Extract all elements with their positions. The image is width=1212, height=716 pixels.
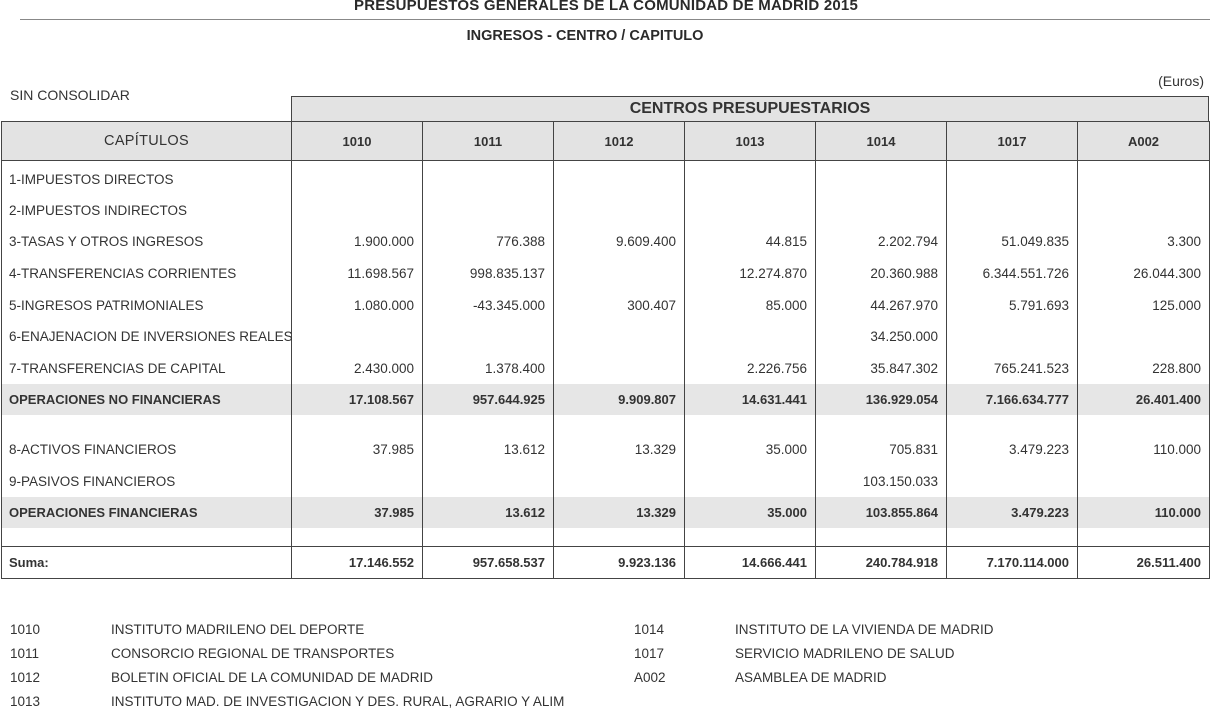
legend-code: 1017: [634, 646, 665, 661]
group-header-centros: CENTROS PRESUPUESTARIOS: [291, 96, 1209, 121]
table-row: [2, 352, 1210, 384]
amount-cell: [816, 195, 947, 227]
table-body: [2, 161, 1210, 579]
amount-cell: [947, 466, 1078, 498]
amount-cell: 20.360.988: [816, 258, 947, 290]
column-header-1017: 1017: [947, 122, 1078, 161]
amount-cell: [292, 321, 423, 353]
amount-cell: 26.044.300: [1078, 258, 1210, 290]
column-header-1011: 1011: [423, 122, 554, 161]
amount-cell: 1.378.400: [423, 352, 554, 384]
title-divider: [20, 19, 1210, 20]
amount-cell: [554, 466, 685, 498]
row-label: 1-IMPUESTOS DIRECTOS: [2, 161, 292, 195]
amount-cell: 110.000: [1078, 497, 1210, 528]
amount-cell: [554, 161, 685, 195]
amount-cell: 35.000: [685, 434, 816, 466]
column-header-1010: 1010: [292, 122, 423, 161]
row-label: 6-ENAJENACION DE INVERSIONES REALES: [2, 321, 292, 353]
budget-table: [1, 121, 1210, 579]
legend-code: 1014: [634, 622, 665, 637]
spacer-row: [2, 415, 1210, 434]
legend-name: CONSORCIO REGIONAL DE TRANSPORTES: [111, 646, 395, 661]
amount-cell: [423, 195, 554, 227]
spacer-cell: [2, 528, 292, 546]
amount-cell: [685, 161, 816, 195]
table-row: [2, 434, 1210, 466]
table-row: [2, 466, 1210, 498]
amount-cell: 9.909.807: [554, 384, 685, 415]
row-label: Suma:: [2, 546, 292, 578]
amount-cell: 9.609.400: [554, 226, 685, 258]
amount-cell: 9.923.136: [554, 546, 685, 578]
row-label: 9-PASIVOS FINANCIEROS: [2, 466, 292, 498]
table-row: [2, 195, 1210, 227]
column-header-row: [2, 122, 1210, 161]
row-label: 3-TASAS Y OTROS INGRESOS: [2, 226, 292, 258]
column-header-a002: A002: [1078, 122, 1210, 161]
amount-cell: 35.000: [685, 497, 816, 528]
spacer-cell: [2, 415, 292, 434]
spacer-cell: [1078, 528, 1210, 546]
table-row: [2, 161, 1210, 195]
amount-cell: [554, 195, 685, 227]
legend-name: ASAMBLEA DE MADRID: [735, 670, 887, 685]
amount-cell: 14.631.441: [685, 384, 816, 415]
spacer-cell: [423, 415, 554, 434]
amount-cell: 17.108.567: [292, 384, 423, 415]
amount-cell: [1078, 321, 1210, 353]
amount-cell: -43.345.000: [423, 289, 554, 321]
amount-cell: [554, 258, 685, 290]
amount-cell: 37.985: [292, 497, 423, 528]
column-header-1014: 1014: [816, 122, 947, 161]
amount-cell: 85.000: [685, 289, 816, 321]
amount-cell: 3.300: [1078, 226, 1210, 258]
amount-cell: 228.800: [1078, 352, 1210, 384]
amount-cell: 103.150.033: [816, 466, 947, 498]
amount-cell: [1078, 466, 1210, 498]
amount-cell: [554, 321, 685, 353]
table-row: [2, 226, 1210, 258]
amount-cell: 13.612: [423, 497, 554, 528]
amount-cell: [1078, 195, 1210, 227]
amount-cell: 2.202.794: [816, 226, 947, 258]
amount-cell: [292, 161, 423, 195]
amount-cell: 26.401.400: [1078, 384, 1210, 415]
amount-cell: 12.274.870: [685, 258, 816, 290]
spacer-cell: [947, 528, 1078, 546]
legend-name: SERVICIO MADRILENO DE SALUD: [735, 646, 955, 661]
amount-cell: 2.226.756: [685, 352, 816, 384]
row-label: 8-ACTIVOS FINANCIEROS: [2, 434, 292, 466]
amount-cell: [685, 466, 816, 498]
amount-cell: [292, 195, 423, 227]
spacer-cell: [554, 415, 685, 434]
legend-name: BOLETIN OFICIAL DE LA COMUNIDAD DE MADRID: [111, 670, 434, 685]
table-row: [2, 258, 1210, 290]
column-header-1013: 1013: [685, 122, 816, 161]
amount-cell: 3.479.223: [947, 497, 1078, 528]
legend-name: INSTITUTO MAD. DE INVESTIGACION Y DES. RURAL, AGRARIO Y ALIM: [111, 694, 565, 709]
spacer-cell: [292, 528, 423, 546]
legend-name: INSTITUTO MADRILENO DEL DEPORTE: [111, 622, 365, 637]
amount-cell: [292, 466, 423, 498]
row-label: OPERACIONES FINANCIERAS: [2, 497, 292, 528]
amount-cell: 705.831: [816, 434, 947, 466]
amount-cell: 17.146.552: [292, 546, 423, 578]
legend-code: 1012: [10, 670, 41, 685]
amount-cell: 7.166.634.777: [947, 384, 1078, 415]
column-header-1012: 1012: [554, 122, 685, 161]
spacer-cell: [1078, 415, 1210, 434]
amount-cell: 110.000: [1078, 434, 1210, 466]
spacer-row: [2, 528, 1210, 546]
spacer-cell: [947, 415, 1078, 434]
amount-cell: 957.644.925: [423, 384, 554, 415]
amount-cell: 51.049.835: [947, 226, 1078, 258]
amount-cell: 125.000: [1078, 289, 1210, 321]
amount-cell: 34.250.000: [816, 321, 947, 353]
row-label: 5-INGRESOS PATRIMONIALES: [2, 289, 292, 321]
amount-cell: [947, 161, 1078, 195]
amount-cell: [947, 321, 1078, 353]
row-label: OPERACIONES NO FINANCIERAS: [2, 384, 292, 415]
amount-cell: [423, 466, 554, 498]
subtotal-row: [2, 497, 1210, 528]
amount-cell: 44.267.970: [816, 289, 947, 321]
amount-cell: 240.784.918: [816, 546, 947, 578]
amount-cell: 1.080.000: [292, 289, 423, 321]
amount-cell: 1.900.000: [292, 226, 423, 258]
amount-cell: [816, 161, 947, 195]
legend-code: A002: [634, 670, 666, 685]
row-label: 4-TRANSFERENCIAS CORRIENTES: [2, 258, 292, 290]
amount-cell: [685, 195, 816, 227]
units-label: (Euros): [1158, 73, 1204, 89]
amount-cell: 998.835.137: [423, 258, 554, 290]
spacer-cell: [292, 415, 423, 434]
table-row: [2, 289, 1210, 321]
amount-cell: 3.479.223: [947, 434, 1078, 466]
legend-code: 1010: [10, 622, 41, 637]
amount-cell: [423, 161, 554, 195]
amount-cell: 6.344.551.726: [947, 258, 1078, 290]
amount-cell: 11.698.567: [292, 258, 423, 290]
subtotal-row: [2, 384, 1210, 415]
amount-cell: 13.329: [554, 497, 685, 528]
amount-cell: [554, 352, 685, 384]
amount-cell: [1078, 161, 1210, 195]
amount-cell: 5.791.693: [947, 289, 1078, 321]
amount-cell: 776.388: [423, 226, 554, 258]
total-row: [2, 546, 1210, 578]
amount-cell: 14.666.441: [685, 546, 816, 578]
legend-code: 1011: [10, 646, 40, 661]
amount-cell: 300.407: [554, 289, 685, 321]
amount-cell: [947, 195, 1078, 227]
amount-cell: 44.815: [685, 226, 816, 258]
amount-cell: 2.430.000: [292, 352, 423, 384]
amount-cell: 26.511.400: [1078, 546, 1210, 578]
amount-cell: [685, 321, 816, 353]
spacer-cell: [685, 415, 816, 434]
spacer-cell: [816, 528, 947, 546]
amount-cell: 35.847.302: [816, 352, 947, 384]
amount-cell: 136.929.054: [816, 384, 947, 415]
amount-cell: [423, 321, 554, 353]
amount-cell: 7.170.114.000: [947, 546, 1078, 578]
amount-cell: 37.985: [292, 434, 423, 466]
report-subtitle: INGRESOS - CENTRO / CAPITULO: [466, 28, 704, 44]
amount-cell: 765.241.523: [947, 352, 1078, 384]
legend-code: 1013: [10, 694, 41, 709]
legend-name: INSTITUTO DE LA VIVIENDA DE MADRID: [735, 622, 994, 637]
amount-cell: 957.658.537: [423, 546, 554, 578]
spacer-cell: [685, 528, 816, 546]
table-row: [2, 321, 1210, 353]
spacer-cell: [816, 415, 947, 434]
amount-cell: 13.329: [554, 434, 685, 466]
amount-cell: 103.855.864: [816, 497, 947, 528]
row-label: 2-IMPUESTOS INDIRECTOS: [2, 195, 292, 227]
column-header-capitulos: CAPÍTULOS: [2, 122, 292, 161]
row-label: 7-TRANSFERENCIAS DE CAPITAL: [2, 352, 292, 384]
spacer-cell: [554, 528, 685, 546]
scope-label: SIN CONSOLIDAR: [10, 87, 130, 103]
report-title: PRESUPUESTOS GENERALES DE LA COMUNIDAD DE MADRID 2015: [353, 0, 858, 14]
amount-cell: 13.612: [423, 434, 554, 466]
spacer-cell: [423, 528, 554, 546]
